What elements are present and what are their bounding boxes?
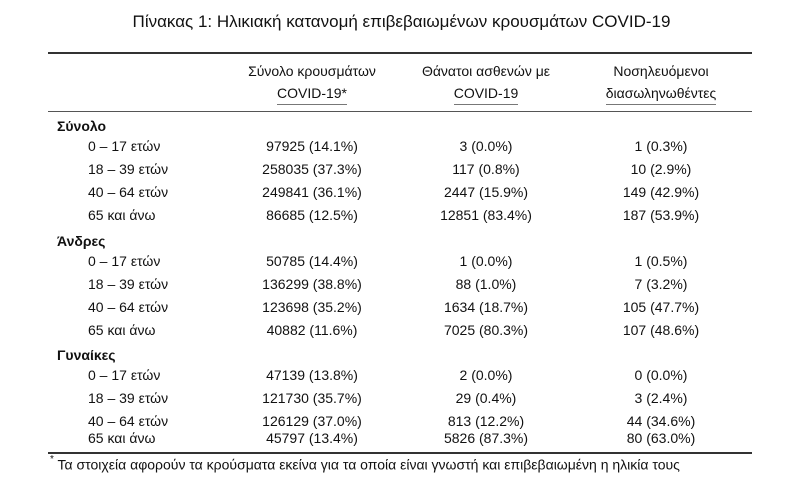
intubated-cell: 0 (0.0%) (634, 367, 688, 383)
footnote-marker: * (50, 454, 54, 465)
table-row (0, 276, 803, 299)
cases-cell: 45797 (13.4%) (266, 430, 358, 446)
intubated-cell: 3 (2.4%) (634, 390, 688, 406)
table-title: Πίνακας 1: Ηλικιακή κατανομή επιβεβαιωμένων κρουσμάτων COVID-19 (132, 12, 671, 31)
deaths-cell: 2447 (15.9%) (443, 184, 529, 200)
footnote (50, 456, 680, 473)
deaths-cell: 29 (0.4%) (455, 390, 517, 406)
cases-cell: 126129 (37.0%) (262, 413, 362, 429)
cases-cell: 50785 (14.4%) (266, 253, 358, 269)
deaths-cell: 2 (0.0%) (459, 367, 513, 383)
top-rule (48, 52, 752, 54)
deaths-cell: 1634 (18.7%) (443, 299, 529, 315)
age-label: 0 – 17 ετών (88, 138, 161, 154)
column-header-cases (237, 60, 387, 105)
column-header-line2: COVID-19* (277, 82, 347, 105)
age-label: 18 – 39 ετών (88, 161, 169, 177)
age-label: 0 – 17 ετών (88, 367, 161, 383)
group-heading-men: Άνδρες (57, 233, 106, 249)
intubated-cell: 187 (53.9%) (622, 207, 700, 223)
intubated-cell: 105 (47.7%) (622, 299, 700, 315)
deaths-cell: 7025 (80.3%) (443, 322, 529, 338)
column-header-line1: Θάνατοι ασθενών με (421, 63, 551, 79)
bottom-rule (48, 452, 752, 454)
deaths-cell: 813 (12.2%) (447, 413, 525, 429)
deaths-cell: 5826 (87.3%) (443, 430, 529, 446)
footnote-text: Τα στοιχεία αφορούν τα κρούσματα εκείνα για τα οποία είναι γνωστή και επιβεβαιωμένη η ηλικία τους (57, 456, 680, 473)
table-row (0, 367, 803, 390)
cases-cell: 86685 (12.5%) (266, 207, 358, 223)
header-rule (48, 111, 752, 112)
age-label: 40 – 64 ετών (88, 413, 169, 429)
intubated-cell: 10 (2.9%) (630, 161, 692, 177)
age-label: 65 και άνω (88, 207, 156, 223)
deaths-cell: 12851 (83.4%) (440, 207, 532, 223)
age-label: 65 και άνω (88, 322, 156, 338)
table-row (0, 207, 803, 230)
column-header-deaths (406, 60, 566, 105)
table-row (0, 161, 803, 184)
column-header-intubated (586, 60, 736, 105)
group-heading-women: Γυναίκες (57, 347, 116, 363)
table-row (0, 184, 803, 207)
cases-cell: 249841 (36.1%) (262, 184, 362, 200)
column-header-line2: COVID-19 (454, 82, 519, 105)
intubated-cell: 149 (42.9%) (622, 184, 700, 200)
intubated-cell: 44 (34.6%) (626, 413, 696, 429)
intubated-cell: 80 (63.0%) (626, 430, 696, 446)
cases-cell: 123698 (35.2%) (262, 299, 362, 315)
intubated-cell: 7 (3.2%) (634, 276, 688, 292)
table-row (0, 138, 803, 161)
column-header-line2: διασωληνωθέντες (606, 82, 717, 105)
cases-cell: 97925 (14.1%) (266, 138, 358, 154)
age-label: 65 και άνω (88, 430, 156, 446)
age-label: 0 – 17 ετών (88, 253, 161, 269)
table-row (0, 390, 803, 413)
table-row (0, 299, 803, 322)
cases-cell: 121730 (35.7%) (262, 390, 362, 406)
cases-cell: 258035 (37.3%) (262, 161, 362, 177)
cases-cell: 136299 (38.8%) (262, 276, 362, 292)
intubated-cell: 1 (0.3%) (634, 138, 688, 154)
column-header-line1: Νοσηλευόμενοι (613, 63, 709, 79)
age-label: 18 – 39 ετών (88, 276, 169, 292)
deaths-cell: 88 (1.0%) (455, 276, 517, 292)
table-row (0, 253, 803, 276)
intubated-cell: 1 (0.5%) (634, 253, 688, 269)
column-header-line1: Σύνολο κρουσμάτων (248, 63, 376, 79)
cases-cell: 47139 (13.8%) (266, 367, 358, 383)
age-label: 40 – 64 ετών (88, 184, 169, 200)
table-row (0, 322, 803, 345)
table-row (0, 430, 803, 453)
deaths-cell: 3 (0.0%) (459, 138, 513, 154)
deaths-cell: 117 (0.8%) (452, 161, 520, 177)
age-label: 18 – 39 ετών (88, 390, 169, 406)
group-heading-total: Σύνολο (57, 118, 107, 134)
intubated-cell: 107 (48.6%) (622, 322, 700, 338)
age-label: 40 – 64 ετών (88, 299, 169, 315)
deaths-cell: 1 (0.0%) (459, 253, 513, 269)
cases-cell: 40882 (11.6%) (266, 322, 358, 338)
